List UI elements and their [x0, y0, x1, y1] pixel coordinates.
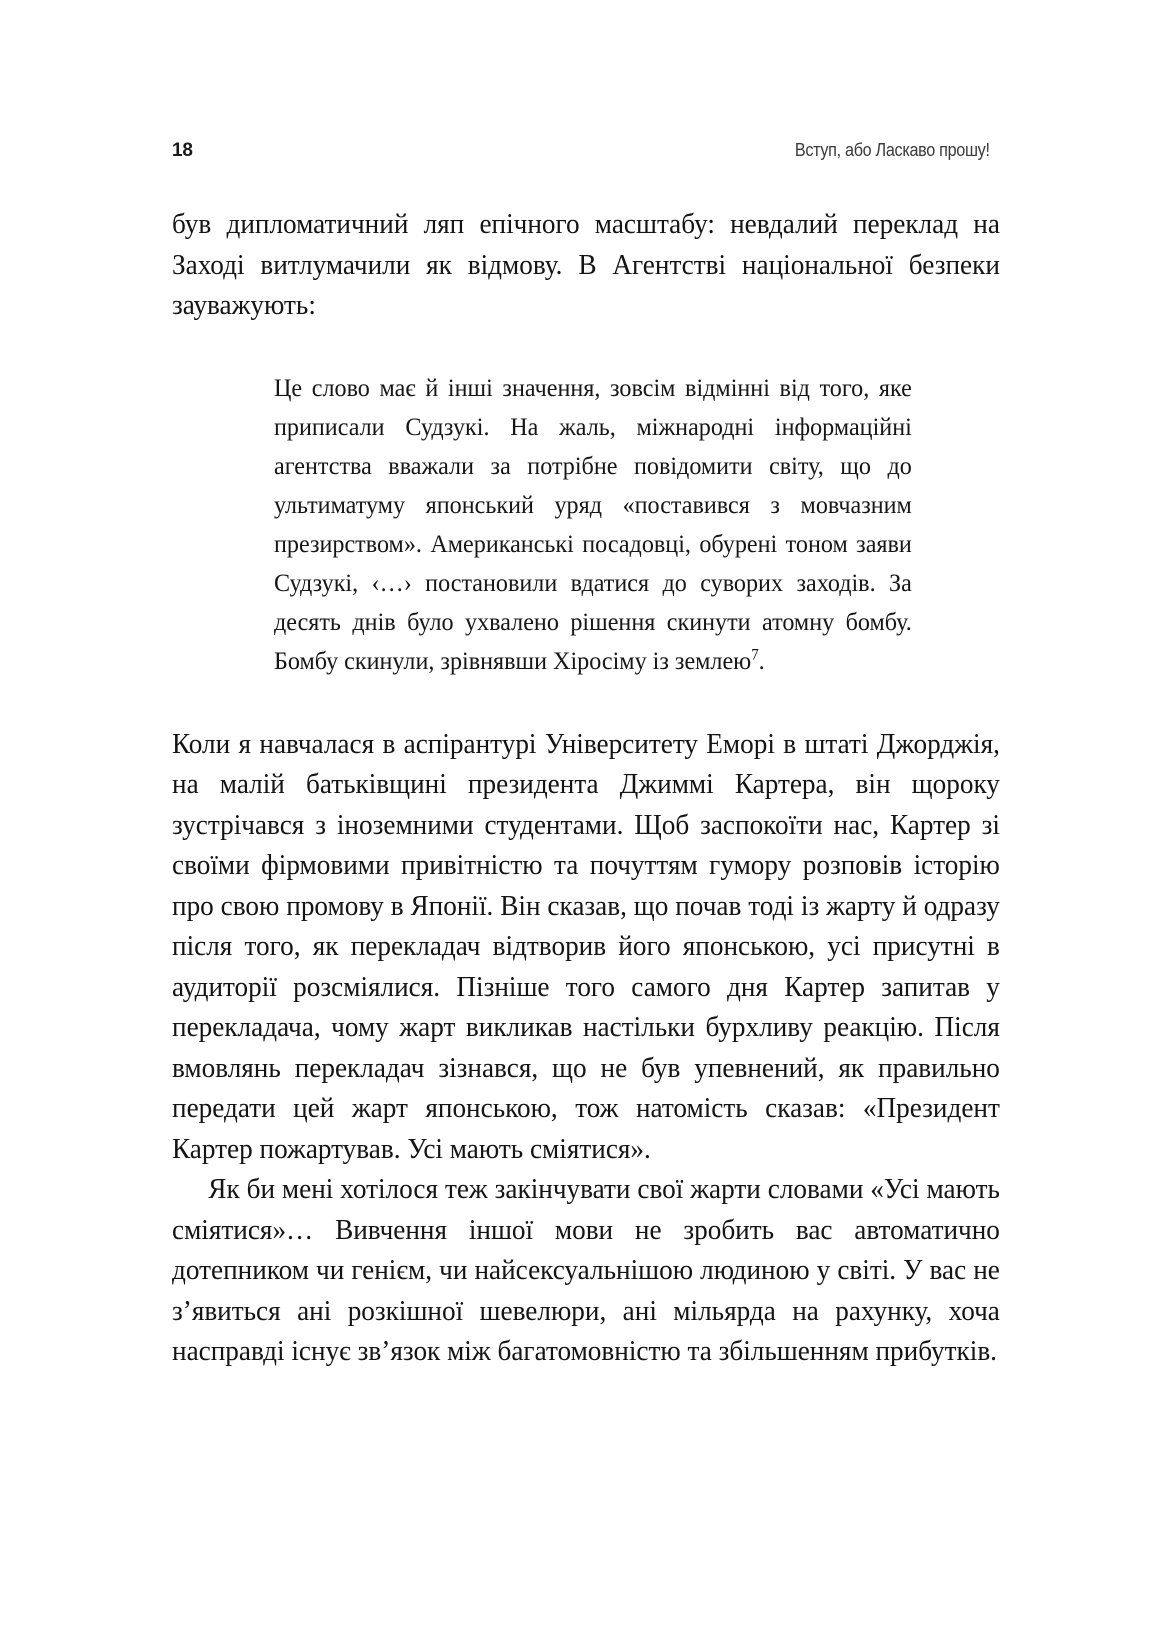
blockquote-text-tail: .: [758, 647, 765, 675]
spacer: [172, 681, 1000, 725]
paragraph-continuation: був дипломатичний ляп епічного масштабу: невдалий переклад на Заході витлумачили як відмову. В Агентстві національної безпеки зауважують:: [172, 209, 1000, 321]
blockquote-container: [274, 369, 912, 681]
blockquote: [274, 369, 912, 681]
running-head: [172, 140, 1000, 168]
blockquote-text: Це слово має й інші значення, зовсім відмінні від того, яке приписали Судзукі. На жаль, міжнародні інформаційні агентства вважали за потрібне повідомити світу, що до ультиматуму японський уряд «поставився з мовчазним презирством». Американські посадовці, обурені тоном заяви Судзукі, ‹…› постановили вдатися до суворих заходів. За десять днів було ухвалено рішення скинути атомну бомбу. Бомбу скинули, зрівнявши Хіросіму із землею: [274, 374, 912, 675]
running-head-title: Вступ, або Ласкаво прошу!: [794, 140, 990, 160]
text-column: [172, 205, 1000, 1373]
spacer: [172, 327, 1000, 369]
page-number: 18: [172, 140, 193, 161]
paragraph-closing: Як би мені хотілося теж закінчувати свої жарти словами «Усі мають сміятися»… Вивчення іншої мови не зробить вас автоматично дотепником чи генієм, чи найсексуальнішою людиною у світі. У вас не з’явиться ані розкішної шевелюри, ані мільярда на рахунку, хоча насправді існує зв’язок між багатомовністю та збільшенням прибутків.: [172, 1174, 1000, 1367]
paragraph-emory: Коли я навчалася в аспірантурі Університету Еморі в штаті Джорджія, на малій батьківщині президента Джиммі Картера, він щороку зустрічався з іноземними студентами. Щоб заспокоїти нас, Картер зі своїми фірмовими привітністю та почуттям гумору розповів історію про свою промову в Японії. Він сказав, що почав тоді із жарту й одразу після того, як перекладач відтворив його японською, усі присутні в аудиторії розсміялися. Пізніше того самого дня Картер запитав у перекладача, чому жарт викликав настільки бурхливу реакцію. Після вмовлянь перекладач зізнався, що не був упевнений, як правильно передати цей жарт японською, тож натомість сказав: «Президент Картер пожартував. Усі мають сміятися».: [172, 728, 1000, 1165]
footnote-reference[interactable]: 7: [751, 646, 759, 664]
